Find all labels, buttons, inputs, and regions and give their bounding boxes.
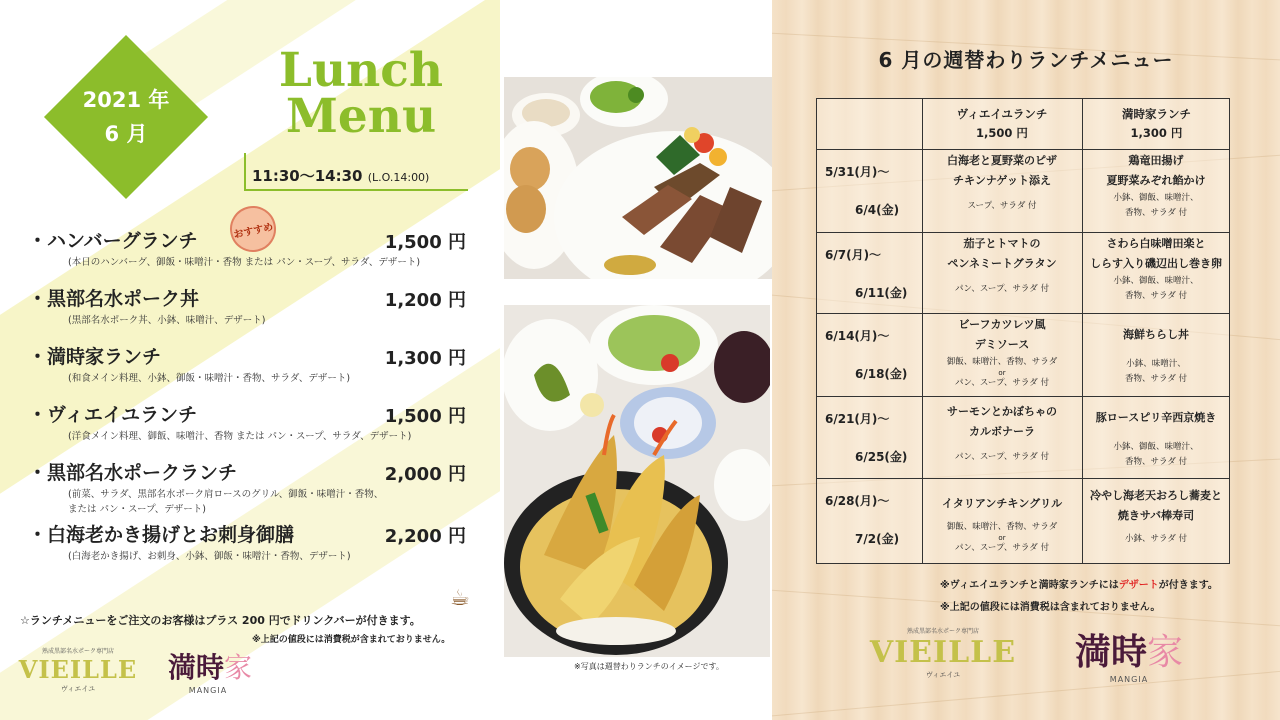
menu-item-price: 1,300 円 bbox=[384, 348, 466, 369]
menu-item bbox=[28, 338, 478, 396]
table-row: 6/14(月)～ 6/18(金) ビーフカツレツ風 デミソース 御飯、味噌汁、香物、サラダ or パン、スープ、サラダ 付 海鮮ちらし丼 小鉢、味噌汁、 香物、サラダ 付 bbox=[825, 318, 1189, 388]
vieille-logo: 熟成黒部名水ポーク専門店 VIEILLE ヴィエイユ bbox=[869, 628, 1017, 679]
week-start: 6/7(月)～ bbox=[825, 248, 882, 262]
table-header-vieille: ヴィエイユランチ 1,500 円 bbox=[956, 107, 1048, 140]
menu-item-price: 2,200 円 bbox=[384, 526, 466, 547]
mangia-logo: 満時家 MANGIA bbox=[168, 651, 253, 695]
week-end: 6/18(金) bbox=[855, 367, 908, 381]
menu-item bbox=[28, 516, 478, 574]
menu-item-price: 1,500 円 bbox=[384, 406, 466, 427]
menu-item bbox=[28, 222, 478, 280]
tempura-bowl-photo bbox=[504, 305, 770, 657]
table-row: 6/7(月)～ 6/11(金) 茄子とトマトの ペンネミートグラタン パン、スープ、サラダ 付 さわら白味噌田楽と しらす入り磯辺出し巻き卵 小鉢、御飯、味噌汁、 香物、サラダ 付 bbox=[825, 237, 1222, 301]
menu-item-desc: (黒部名水ポーク丼、小鉢、味噌汁、デザート) bbox=[68, 315, 266, 326]
menu-item-name: ・白海老かき揚げとお刺身御膳 bbox=[28, 524, 295, 546]
week-end: 6/25(金) bbox=[855, 450, 908, 464]
menu-item bbox=[28, 396, 478, 454]
menu-item-desc: (白海老かき揚げ、お刺身、小鉢、御飯・味噌汁・香物、デザート) bbox=[68, 551, 351, 562]
menu-item-name: ・ハンバーグランチ bbox=[28, 230, 198, 252]
week-end: 6/11(金) bbox=[855, 286, 908, 300]
week-start: 5/31(月)～ bbox=[825, 165, 890, 179]
weekly-notes bbox=[940, 575, 1218, 619]
week-start: 6/28(月)～ bbox=[825, 494, 890, 508]
title-line-2: Menu bbox=[285, 89, 437, 144]
menu-item-price: 2,000 円 bbox=[384, 464, 466, 485]
table-row: 5/31(月)～ 6/4(金) 白海老と夏野菜のピザ チキンナゲット添え スープ、サラダ 付 鶏竜田揚げ 夏野菜みぞれ餡かけ 小鉢、御飯、味噌汁、 香物、サラダ 付 bbox=[825, 154, 1206, 218]
tax-note: ※上記の値段には消費税が含まれておりません。 bbox=[252, 635, 451, 645]
photo-note: ※写真は週替わりランチのイメージです。 bbox=[574, 662, 724, 671]
week-end: 6/4(金) bbox=[855, 203, 900, 217]
mangia-logo: 満時家 MANGIA bbox=[1074, 631, 1184, 684]
drink-bar-note: ☆ランチメニューをご注文のお客様はプラス 200 円でドリンクバーが付きます。 bbox=[20, 614, 421, 627]
hours-text: 11:30～14:30 bbox=[252, 167, 363, 185]
menu-item-desc: (本日のハンバーグ、御飯・味噌汁・香物 または パン・スープ、サラダ、デザート) bbox=[68, 257, 421, 268]
menu-item bbox=[28, 454, 478, 516]
week-start: 6/21(月)～ bbox=[825, 412, 890, 426]
page-title bbox=[256, 43, 466, 144]
table-row: 6/21(月)～ 6/25(金) サーモンとかぼちゃの カルボナーラ パン、スープ、サラダ 付 豚ロースピリ辛西京焼き 小鉢、御飯、味噌汁、 香物、サラダ 付 bbox=[825, 405, 1217, 467]
roast-beef-plate-photo bbox=[504, 77, 772, 279]
vieille-logo: 熟成黒部名水ポーク専門店 VIEILLE ヴィエイユ bbox=[18, 648, 138, 693]
menu-item bbox=[28, 280, 478, 338]
menu-item-desc: (洋食メイン料理、御飯、味噌汁、香物 または パン・スープ、サラダ、デザート) bbox=[68, 431, 412, 442]
menu-item-desc: (和食メイン料理、小鉢、御飯・味噌汁・香物、サラダ、デザート) bbox=[68, 373, 351, 384]
menu-list bbox=[28, 222, 478, 574]
title-line-1: Lunch bbox=[278, 43, 444, 98]
week-end: 7/2(金) bbox=[855, 532, 900, 546]
date-badge bbox=[46, 37, 206, 197]
badge-year: 2021 年 bbox=[82, 88, 170, 112]
menu-item-price: 1,500 円 bbox=[384, 232, 466, 253]
week-start: 6/14(月)～ bbox=[825, 329, 890, 343]
lunch-menu-panel bbox=[0, 0, 500, 720]
last-order-text: (L.O.14:00) bbox=[367, 171, 430, 184]
dessert-note: ※ヴィエイユランチと満時家ランチにはデザートが付きます。 bbox=[940, 580, 1218, 591]
menu-item-name: ・満時家ランチ bbox=[28, 346, 162, 368]
menu-item-name: ・ヴィエイユランチ bbox=[28, 404, 198, 426]
menu-item-desc: (前菜、サラダ、黒部名水ポーク肩ロースのグリル、御飯・味噌汁・香物、 または パン・スープ、デザート) bbox=[68, 489, 384, 515]
business-hours bbox=[244, 153, 468, 191]
weekly-menu-table bbox=[816, 98, 1230, 564]
tax-note: ※上記の値段には消費税は含まれておりません。 bbox=[940, 602, 1161, 613]
table-header-mangia: 満時家ランチ 1,300 円 bbox=[1122, 107, 1191, 140]
table-row: 6/28(月)～ 7/2(金) イタリアンチキングリル 御飯、味噌汁、香物、サラダ or パン、スープ、サラダ 付 冷やし海老天おろし蕎麦と 焼きサバ棒寿司 小鉢、サラダ 付 bbox=[825, 489, 1222, 553]
menu-item-name: ・黒部名水ポークランチ bbox=[28, 462, 238, 484]
weekly-menu-title: 6 月の週替わりランチメニュー bbox=[878, 48, 1174, 72]
menu-item-price: 1,200 円 bbox=[384, 290, 466, 311]
badge-month: 6 月 bbox=[104, 122, 148, 146]
weekly-menu-panel bbox=[772, 0, 1280, 720]
recommended-badge: おすすめ bbox=[226, 202, 281, 257]
menu-item-name: ・黒部名水ポーク丼 bbox=[28, 288, 200, 310]
coffee-cup-icon: ☕ bbox=[450, 586, 470, 611]
